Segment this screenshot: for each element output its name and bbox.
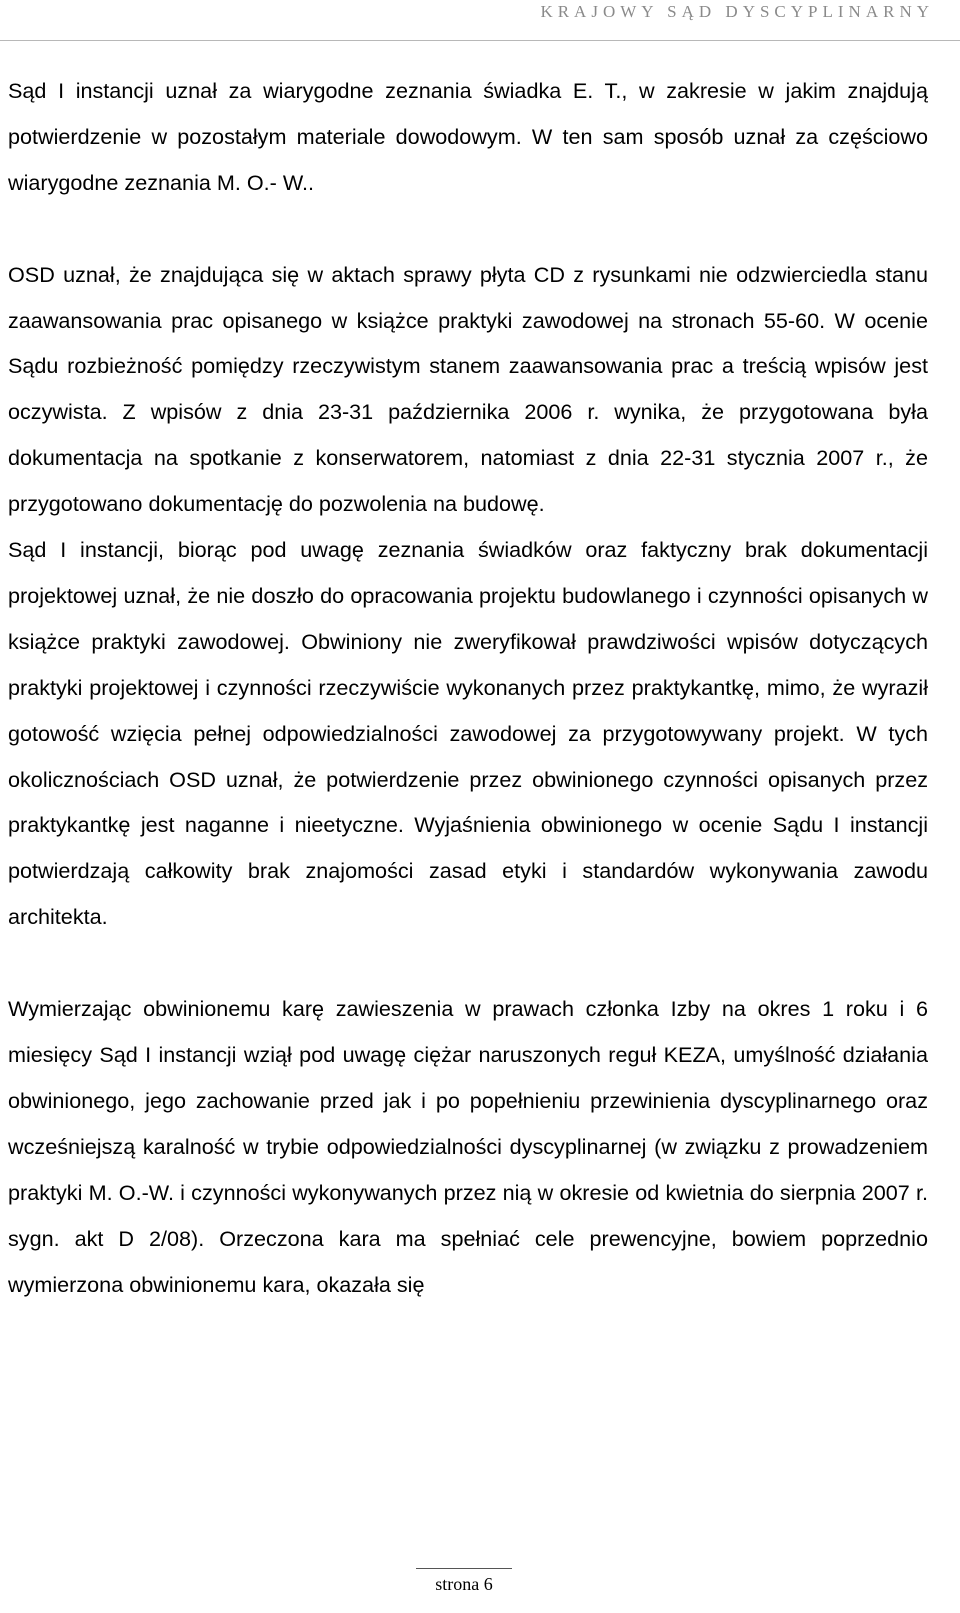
paragraph-first-instance-assessment: Sąd I instancji, biorąc pod uwagę zeznania świadków oraz faktyczny brak dokumentacji projektowej uznał, że nie doszło do opracowania projektu budowlanego i czynności opisanych w książce praktyki zawodowej. Obwiniony nie zweryfikował prawdziwości wpisów dotyczących praktyki projektowej i czynności rzeczywiście wykonanych przez praktykantkę, mimo, że wyraził gotowość wzięcia pełnej odpowiedzialności zawodowej za przygotowywany projekt. W tych okolicznościach OSD uznał, że potwierdzenie przez obwinionego czynności opisanych przez praktykantkę jest naganne i nieetyczne. Wyjaśnienia obwinionego w ocenie Sądu I instancji potwierdzają całkowity brak znajomości zasad etyki i standardów wykonywania zawodu architekta. <box>8 537 928 930</box>
page-number: strona 6 <box>435 1574 493 1594</box>
paragraph-spacer <box>8 206 928 252</box>
document-body <box>8 68 928 1307</box>
page-header <box>0 0 960 41</box>
footer-divider <box>416 1568 512 1569</box>
paragraph-spacer <box>8 940 928 986</box>
paragraph-osd-findings: OSD uznał, że znajdująca się w aktach sprawy płyta CD z rysunkami nie odzwierciedla stanu zaawansowania prac opisanego w książce praktyki zawodowej na stronach 55-60. W ocenie Sądu rozbieżność pomiędzy rzeczywistym stanem zaawansowania prac a treścią wpisów jest oczywista. Z wpisów z dnia 23-31 października 2006 r. wynika, że przygotowana była dokumentacja na spotkanie z konserwatorem, natomiast z dnia 22-31 stycznia 2007 r., że przygotowano dokumentację do pozwolenia na budowę. <box>8 261 928 517</box>
court-name-header: KRAJOWY SĄD DYSCYPLINARNY <box>540 2 934 21</box>
paragraph-witness-credibility: Sąd I instancji uznał za wiarygodne zeznania świadka E. T., w zakresie w jakim znajdują potwierdzenie w pozostałym materiale dowodowym. W ten sam sposób uznał za częściowo wiarygodne zeznania M. O.- W.. <box>8 78 928 195</box>
paragraph-penalty: Wymierzając obwinionemu karę zawieszenia w prawach członka Izby na okres 1 roku i 6 miesięcy Sąd I instancji wziął pod uwagę ciężar naruszonych reguł KEZA, umyślność działania obwinionego, jego zachowanie przed jak i po popełnieniu przewinienia dyscyplinarnego oraz wcześniejszą karalność w trybie odpowiedzialności dyscyplinarnej (w związku z prowadzeniem praktyki M. O.-W. i czynności wykonywanych przez nią w okresie od kwietnia do sierpnia 2007 r. sygn. akt D 2/08). Orzeczona kara ma spełniać cele prewencyjne, bowiem poprzednio wymierzona obwinionemu kara, okazała się <box>8 996 928 1297</box>
